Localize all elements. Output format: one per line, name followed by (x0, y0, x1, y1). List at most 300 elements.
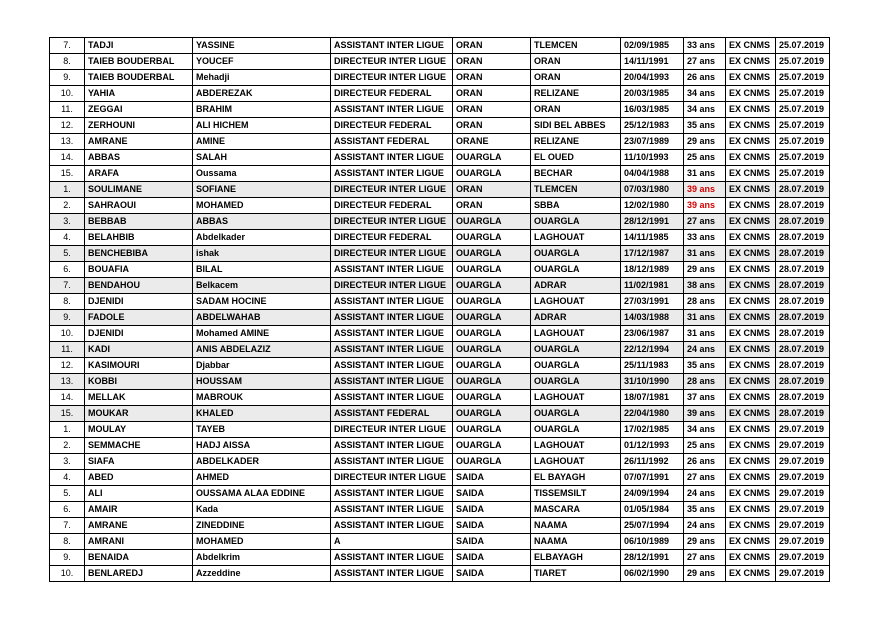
role-cell: ASSISTANT INTER LIGUE (331, 326, 453, 342)
province-cell: NAAMA (531, 534, 621, 550)
birth-date-cell: 20/03/1985 (621, 86, 684, 102)
date-cell: 28.07.2019 (776, 358, 830, 374)
row-number: 7. (50, 518, 85, 534)
status-cell: EX CNMS (726, 262, 776, 278)
table-row (50, 278, 830, 294)
table-row (50, 374, 830, 390)
date-cell: 29.07.2019 (776, 518, 830, 534)
role-cell: ASSISTANT FEDERAL (331, 406, 453, 422)
last-name-cell: DJENIDI (85, 326, 193, 342)
status-cell: EX CNMS (726, 166, 776, 182)
date-cell: 28.07.2019 (776, 230, 830, 246)
province-cell: TLEMCEN (531, 182, 621, 198)
status-cell: EX CNMS (726, 182, 776, 198)
league-cell: ORAN (453, 198, 531, 214)
row-number: 9. (50, 310, 85, 326)
last-name-cell: ARAFA (85, 166, 193, 182)
league-cell: SAIDA (453, 550, 531, 566)
first-name-cell: ZINEDDINE (193, 518, 331, 534)
last-name-cell: KASIMOURI (85, 358, 193, 374)
last-name-cell: BENLAREDJ (85, 566, 193, 582)
province-cell: OUARGLA (531, 262, 621, 278)
league-cell: SAIDA (453, 534, 531, 550)
status-cell: EX CNMS (726, 198, 776, 214)
age-cell: 27 ans (684, 470, 726, 486)
province-cell: RELIZANE (531, 86, 621, 102)
age-cell: 33 ans (684, 38, 726, 54)
status-cell: EX CNMS (726, 502, 776, 518)
status-cell: EX CNMS (726, 566, 776, 582)
age-cell: 34 ans (684, 422, 726, 438)
league-cell: OUARGLA (453, 374, 531, 390)
first-name-cell: Abdelkrim (193, 550, 331, 566)
role-cell: DIRECTEUR INTER LIGUE (331, 182, 453, 198)
age-cell: 35 ans (684, 358, 726, 374)
first-name-cell: ABDELWAHAB (193, 310, 331, 326)
role-cell: DIRECTEUR INTER LIGUE (331, 278, 453, 294)
birth-date-cell: 25/07/1994 (621, 518, 684, 534)
birth-date-cell: 27/03/1991 (621, 294, 684, 310)
first-name-cell: SADAM HOCINE (193, 294, 331, 310)
first-name-cell: ABDELKADER (193, 454, 331, 470)
age-cell: 27 ans (684, 54, 726, 70)
row-number: 10. (50, 566, 85, 582)
table-row (50, 182, 830, 198)
last-name-cell: AMRANE (85, 134, 193, 150)
age-cell: 39 ans (684, 182, 726, 198)
row-number: 5. (50, 246, 85, 262)
table-row (50, 86, 830, 102)
last-name-cell: TAIEB BOUDERBAL (85, 70, 193, 86)
province-cell: ORAN (531, 102, 621, 118)
date-cell: 25.07.2019 (776, 118, 830, 134)
birth-date-cell: 26/11/1992 (621, 454, 684, 470)
date-cell: 28.07.2019 (776, 310, 830, 326)
age-cell: 27 ans (684, 550, 726, 566)
row-number: 3. (50, 214, 85, 230)
first-name-cell: OUSSAMA ALAA EDDINE (193, 486, 331, 502)
province-cell: SIDI BEL ABBES (531, 118, 621, 134)
status-cell: EX CNMS (726, 342, 776, 358)
age-cell: 29 ans (684, 262, 726, 278)
table-row (50, 502, 830, 518)
role-cell: DIRECTEUR FEDERAL (331, 86, 453, 102)
league-cell: OUARGLA (453, 422, 531, 438)
row-number: 2. (50, 438, 85, 454)
age-cell: 31 ans (684, 166, 726, 182)
date-cell: 28.07.2019 (776, 214, 830, 230)
province-cell: EL BAYAGH (531, 470, 621, 486)
league-cell: SAIDA (453, 566, 531, 582)
province-cell: EL OUED (531, 150, 621, 166)
league-cell: SAIDA (453, 486, 531, 502)
league-cell: OUARGLA (453, 310, 531, 326)
date-cell: 25.07.2019 (776, 134, 830, 150)
province-cell: LAGHOUAT (531, 294, 621, 310)
last-name-cell: SEMMACHE (85, 438, 193, 454)
birth-date-cell: 11/10/1993 (621, 150, 684, 166)
date-cell: 28.07.2019 (776, 246, 830, 262)
province-cell: OUARGLA (531, 374, 621, 390)
league-cell: OUARGLA (453, 214, 531, 230)
first-name-cell: ishak (193, 246, 331, 262)
league-cell: SAIDA (453, 518, 531, 534)
league-cell: OUARGLA (453, 342, 531, 358)
date-cell: 29.07.2019 (776, 422, 830, 438)
status-cell: EX CNMS (726, 534, 776, 550)
league-cell: SAIDA (453, 502, 531, 518)
status-cell: EX CNMS (726, 390, 776, 406)
roster-body (50, 38, 830, 582)
age-cell: 35 ans (684, 118, 726, 134)
row-number: 5. (50, 486, 85, 502)
row-number: 11. (50, 342, 85, 358)
province-cell: ADRAR (531, 278, 621, 294)
date-cell: 25.07.2019 (776, 150, 830, 166)
first-name-cell: BRAHIM (193, 102, 331, 118)
first-name-cell: ABBAS (193, 214, 331, 230)
table-row (50, 470, 830, 486)
last-name-cell: YAHIA (85, 86, 193, 102)
roster-table (49, 37, 830, 582)
date-cell: 29.07.2019 (776, 534, 830, 550)
province-cell: BECHAR (531, 166, 621, 182)
first-name-cell: Mehadji (193, 70, 331, 86)
row-number: 12. (50, 118, 85, 134)
date-cell: 25.07.2019 (776, 38, 830, 54)
table-row (50, 486, 830, 502)
birth-date-cell: 16/03/1985 (621, 102, 684, 118)
last-name-cell: BENCHEBIBA (85, 246, 193, 262)
role-cell: ASSISTANT INTER LIGUE (331, 310, 453, 326)
birth-date-cell: 06/10/1989 (621, 534, 684, 550)
age-cell: 26 ans (684, 70, 726, 86)
status-cell: EX CNMS (726, 486, 776, 502)
table-row (50, 134, 830, 150)
row-number: 9. (50, 550, 85, 566)
status-cell: EX CNMS (726, 294, 776, 310)
last-name-cell: BEBBAB (85, 214, 193, 230)
birth-date-cell: 18/07/1981 (621, 390, 684, 406)
province-cell: TLEMCEN (531, 38, 621, 54)
role-cell: ASSISTANT INTER LIGUE (331, 438, 453, 454)
first-name-cell: YOUCEF (193, 54, 331, 70)
table-row (50, 118, 830, 134)
role-cell: A (331, 534, 453, 550)
province-cell: OUARGLA (531, 214, 621, 230)
table-row (50, 214, 830, 230)
last-name-cell: KOBBI (85, 374, 193, 390)
table-row (50, 54, 830, 70)
role-cell: ASSISTANT INTER LIGUE (331, 502, 453, 518)
row-number: 15. (50, 166, 85, 182)
last-name-cell: MELLAK (85, 390, 193, 406)
birth-date-cell: 01/12/1993 (621, 438, 684, 454)
first-name-cell: Mohamed AMINE (193, 326, 331, 342)
first-name-cell: BILAL (193, 262, 331, 278)
province-cell: ORAN (531, 54, 621, 70)
row-number: 9. (50, 70, 85, 86)
age-cell: 33 ans (684, 230, 726, 246)
province-cell: LAGHOUAT (531, 390, 621, 406)
age-cell: 31 ans (684, 246, 726, 262)
age-cell: 29 ans (684, 134, 726, 150)
table-row (50, 358, 830, 374)
date-cell: 29.07.2019 (776, 454, 830, 470)
row-number: 8. (50, 534, 85, 550)
age-cell: 35 ans (684, 502, 726, 518)
last-name-cell: TADJI (85, 38, 193, 54)
league-cell: OUARGLA (453, 262, 531, 278)
date-cell: 28.07.2019 (776, 294, 830, 310)
status-cell: EX CNMS (726, 470, 776, 486)
row-number: 10. (50, 326, 85, 342)
last-name-cell: DJENIDI (85, 294, 193, 310)
role-cell: DIRECTEUR INTER LIGUE (331, 422, 453, 438)
date-cell: 28.07.2019 (776, 390, 830, 406)
age-cell: 28 ans (684, 374, 726, 390)
age-cell: 39 ans (684, 406, 726, 422)
last-name-cell: AMAIR (85, 502, 193, 518)
row-number: 12. (50, 358, 85, 374)
first-name-cell: SALAH (193, 150, 331, 166)
role-cell: DIRECTEUR INTER LIGUE (331, 470, 453, 486)
role-cell: DIRECTEUR INTER LIGUE (331, 214, 453, 230)
birth-date-cell: 04/04/1988 (621, 166, 684, 182)
table-row (50, 390, 830, 406)
role-cell: ASSISTANT INTER LIGUE (331, 374, 453, 390)
last-name-cell: ZEGGAI (85, 102, 193, 118)
first-name-cell: TAYEB (193, 422, 331, 438)
age-cell: 29 ans (684, 534, 726, 550)
first-name-cell: Azzeddine (193, 566, 331, 582)
age-cell: 24 ans (684, 518, 726, 534)
row-number: 4. (50, 230, 85, 246)
status-cell: EX CNMS (726, 214, 776, 230)
status-cell: EX CNMS (726, 310, 776, 326)
last-name-cell: AMRANE (85, 518, 193, 534)
table-row (50, 38, 830, 54)
status-cell: EX CNMS (726, 38, 776, 54)
league-cell: ORAN (453, 102, 531, 118)
province-cell: OUARGLA (531, 406, 621, 422)
status-cell: EX CNMS (726, 278, 776, 294)
row-number: 1. (50, 182, 85, 198)
birth-date-cell: 14/03/1988 (621, 310, 684, 326)
province-cell: TIARET (531, 566, 621, 582)
league-cell: OUARGLA (453, 294, 531, 310)
table-row (50, 246, 830, 262)
table-row (50, 422, 830, 438)
first-name-cell: Djabbar (193, 358, 331, 374)
first-name-cell: Kada (193, 502, 331, 518)
first-name-cell: HADJ AISSA (193, 438, 331, 454)
status-cell: EX CNMS (726, 550, 776, 566)
role-cell: DIRECTEUR INTER LIGUE (331, 246, 453, 262)
birth-date-cell: 23/07/1989 (621, 134, 684, 150)
last-name-cell: BOUAFIA (85, 262, 193, 278)
birth-date-cell: 20/04/1993 (621, 70, 684, 86)
date-cell: 29.07.2019 (776, 486, 830, 502)
last-name-cell: MOULAY (85, 422, 193, 438)
role-cell: ASSISTANT INTER LIGUE (331, 262, 453, 278)
role-cell: DIRECTEUR FEDERAL (331, 230, 453, 246)
status-cell: EX CNMS (726, 118, 776, 134)
table-row (50, 454, 830, 470)
province-cell: ADRAR (531, 310, 621, 326)
status-cell: EX CNMS (726, 422, 776, 438)
role-cell: ASSISTANT INTER LIGUE (331, 150, 453, 166)
province-cell: NAAMA (531, 518, 621, 534)
row-number: 13. (50, 134, 85, 150)
birth-date-cell: 01/05/1984 (621, 502, 684, 518)
date-cell: 29.07.2019 (776, 502, 830, 518)
birth-date-cell: 11/02/1981 (621, 278, 684, 294)
age-cell: 29 ans (684, 566, 726, 582)
last-name-cell: SIAFA (85, 454, 193, 470)
row-number: 14. (50, 390, 85, 406)
status-cell: EX CNMS (726, 134, 776, 150)
status-cell: EX CNMS (726, 246, 776, 262)
last-name-cell: BENDAHOU (85, 278, 193, 294)
role-cell: ASSISTANT INTER LIGUE (331, 358, 453, 374)
last-name-cell: ABBAS (85, 150, 193, 166)
age-cell: 38 ans (684, 278, 726, 294)
league-cell: OUARGLA (453, 406, 531, 422)
row-number: 8. (50, 54, 85, 70)
last-name-cell: SAHRAOUI (85, 198, 193, 214)
first-name-cell: MABROUK (193, 390, 331, 406)
status-cell: EX CNMS (726, 454, 776, 470)
status-cell: EX CNMS (726, 438, 776, 454)
age-cell: 24 ans (684, 342, 726, 358)
status-cell: EX CNMS (726, 406, 776, 422)
status-cell: EX CNMS (726, 326, 776, 342)
first-name-cell: YASSINE (193, 38, 331, 54)
status-cell: EX CNMS (726, 230, 776, 246)
role-cell: DIRECTEUR INTER LIGUE (331, 70, 453, 86)
last-name-cell: TAIEB BOUDERBAL (85, 54, 193, 70)
league-cell: OUARGLA (453, 278, 531, 294)
birth-date-cell: 06/02/1990 (621, 566, 684, 582)
province-cell: OUARGLA (531, 246, 621, 262)
first-name-cell: KHALED (193, 406, 331, 422)
table-row (50, 294, 830, 310)
role-cell: ASSISTANT INTER LIGUE (331, 342, 453, 358)
first-name-cell: AMINE (193, 134, 331, 150)
last-name-cell: AMRANI (85, 534, 193, 550)
row-number: 7. (50, 278, 85, 294)
birth-date-cell: 14/11/1991 (621, 54, 684, 70)
province-cell: OUARGLA (531, 422, 621, 438)
birth-date-cell: 24/09/1994 (621, 486, 684, 502)
league-cell: ORANE (453, 134, 531, 150)
province-cell: ELBAYAGH (531, 550, 621, 566)
role-cell: ASSISTANT FEDERAL (331, 134, 453, 150)
age-cell: 34 ans (684, 86, 726, 102)
league-cell: ORAN (453, 38, 531, 54)
role-cell: DIRECTEUR INTER LIGUE (331, 54, 453, 70)
province-cell: RELIZANE (531, 134, 621, 150)
row-number: 4. (50, 470, 85, 486)
last-name-cell: BENAIDA (85, 550, 193, 566)
date-cell: 29.07.2019 (776, 470, 830, 486)
table-row (50, 438, 830, 454)
age-cell: 25 ans (684, 150, 726, 166)
last-name-cell: MOUKAR (85, 406, 193, 422)
date-cell: 29.07.2019 (776, 438, 830, 454)
date-cell: 28.07.2019 (776, 182, 830, 198)
league-cell: OUARGLA (453, 438, 531, 454)
birth-date-cell: 18/12/1989 (621, 262, 684, 278)
province-cell: ORAN (531, 70, 621, 86)
first-name-cell: HOUSSAM (193, 374, 331, 390)
last-name-cell: SOULIMANE (85, 182, 193, 198)
role-cell: ASSISTANT INTER LIGUE (331, 550, 453, 566)
age-cell: 31 ans (684, 326, 726, 342)
birth-date-cell: 22/12/1994 (621, 342, 684, 358)
table-row (50, 518, 830, 534)
date-cell: 28.07.2019 (776, 198, 830, 214)
age-cell: 26 ans (684, 454, 726, 470)
role-cell: ASSISTANT INTER LIGUE (331, 102, 453, 118)
age-cell: 34 ans (684, 102, 726, 118)
table-row (50, 102, 830, 118)
province-cell: SBBA (531, 198, 621, 214)
last-name-cell: BELAHBIB (85, 230, 193, 246)
birth-date-cell: 17/02/1985 (621, 422, 684, 438)
last-name-cell: ZERHOUNI (85, 118, 193, 134)
row-number: 14. (50, 150, 85, 166)
date-cell: 29.07.2019 (776, 550, 830, 566)
league-cell: OUARGLA (453, 326, 531, 342)
province-cell: LAGHOUAT (531, 230, 621, 246)
first-name-cell: Oussama (193, 166, 331, 182)
league-cell: SAIDA (453, 470, 531, 486)
row-number: 11. (50, 102, 85, 118)
first-name-cell: Abdelkader (193, 230, 331, 246)
first-name-cell: MOHAMED (193, 534, 331, 550)
row-number: 15. (50, 406, 85, 422)
league-cell: ORAN (453, 70, 531, 86)
role-cell: ASSISTANT INTER LIGUE (331, 390, 453, 406)
birth-date-cell: 23/06/1987 (621, 326, 684, 342)
league-cell: OUARGLA (453, 246, 531, 262)
birth-date-cell: 25/11/1983 (621, 358, 684, 374)
last-name-cell: FADOLE (85, 310, 193, 326)
league-cell: OUARGLA (453, 166, 531, 182)
table-row (50, 262, 830, 278)
role-cell: ASSISTANT INTER LIGUE (331, 518, 453, 534)
league-cell: ORAN (453, 118, 531, 134)
birth-date-cell: 22/04/1980 (621, 406, 684, 422)
status-cell: EX CNMS (726, 86, 776, 102)
status-cell: EX CNMS (726, 150, 776, 166)
birth-date-cell: 28/12/1991 (621, 550, 684, 566)
row-number: 13. (50, 374, 85, 390)
date-cell: 28.07.2019 (776, 262, 830, 278)
province-cell: TISSEMSILT (531, 486, 621, 502)
birth-date-cell: 17/12/1987 (621, 246, 684, 262)
date-cell: 25.07.2019 (776, 102, 830, 118)
date-cell: 28.07.2019 (776, 406, 830, 422)
status-cell: EX CNMS (726, 54, 776, 70)
birth-date-cell: 02/09/1985 (621, 38, 684, 54)
role-cell: ASSISTANT INTER LIGUE (331, 38, 453, 54)
league-cell: OUARGLA (453, 454, 531, 470)
role-cell: ASSISTANT INTER LIGUE (331, 486, 453, 502)
date-cell: 28.07.2019 (776, 278, 830, 294)
